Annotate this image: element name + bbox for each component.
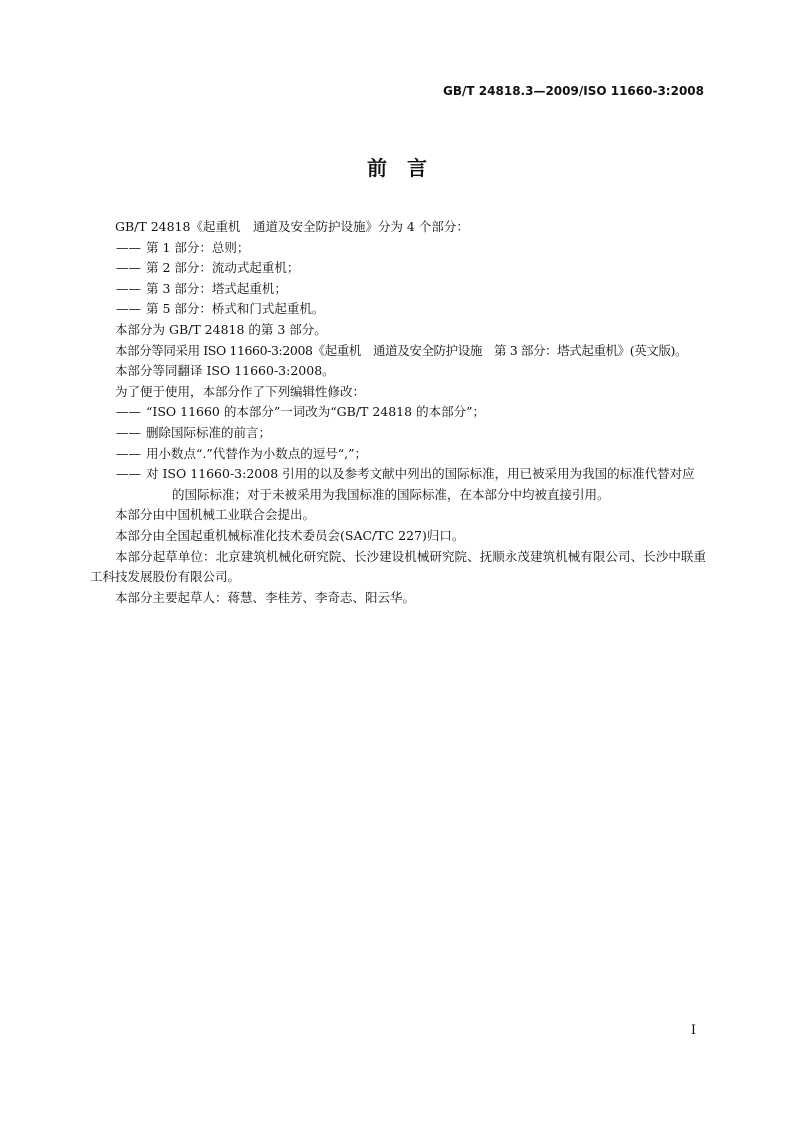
list-item: —— “ISO 11660 的本部分”一词改为“GB/T 24818 的本部分”； xyxy=(116,404,485,420)
list-item: —— 第 1 部分：总则； xyxy=(116,239,250,255)
paragraph: 本部分主要起草人：蒋慧、李桂芳、李奇志、阳云华。 xyxy=(115,589,416,605)
intro-paragraph: GB/T 24818《起重机 通道及安全防护设施》分为 4 个部分： xyxy=(115,219,469,234)
paragraph: 本部分由全国起重机械标准化技术委员会(SAC/TC 227)归口。 xyxy=(115,527,465,543)
paragraph: 本部分起草单位：北京建筑机械化研究院、长沙建设机械研究院、抚顺永茂建筑机械有限公司、长沙中联重工科技发展股份有限公司。 xyxy=(90,548,706,585)
page-title: 前 言 xyxy=(367,156,427,180)
list-item: —— 第 3 部分：塔式起重机； xyxy=(116,280,287,296)
list-item: —— 第 2 部分：流动式起重机； xyxy=(116,260,300,276)
foreword-body xyxy=(90,217,706,608)
parts-list xyxy=(90,238,706,320)
list-item: —— 删除国际标准的前言； xyxy=(116,424,272,440)
paragraph: 本部分等同翻译 ISO 11660-3:2008。 xyxy=(115,363,335,379)
list-item: —— 用小数点“.”代替作为小数点的逗号“,”； xyxy=(116,445,368,461)
standard-code-header: GB/T 24818.3—2009/ISO 11660-3:2008 xyxy=(443,84,704,98)
paragraph: 本部分等同采用 ISO 11660-3:2008《起重机 通道及安全防护设施 第 3 部分：塔式起重机》(英文版)。 xyxy=(115,342,688,358)
list-item: —— 对 ISO 11660-3:2008 引用的以及参考文献中列出的国际标准，用已被采用为我国的标准代替对应的国际标准；对于未被采用为我国标准的国际标准，在本部分中均被直接引用。 xyxy=(116,466,695,502)
list-item: —— 第 5 部分：桥式和门式起重机。 xyxy=(116,301,325,317)
paragraph: 为了便于使用，本部分作了下列编辑性修改： xyxy=(115,383,366,399)
paragraph: 本部分为 GB/T 24818 的第 3 部分。 xyxy=(115,321,327,337)
edits-list xyxy=(90,402,706,505)
paragraph: 本部分由中国机械工业联合会提出。 xyxy=(115,507,316,523)
page-number: I xyxy=(690,1023,696,1038)
